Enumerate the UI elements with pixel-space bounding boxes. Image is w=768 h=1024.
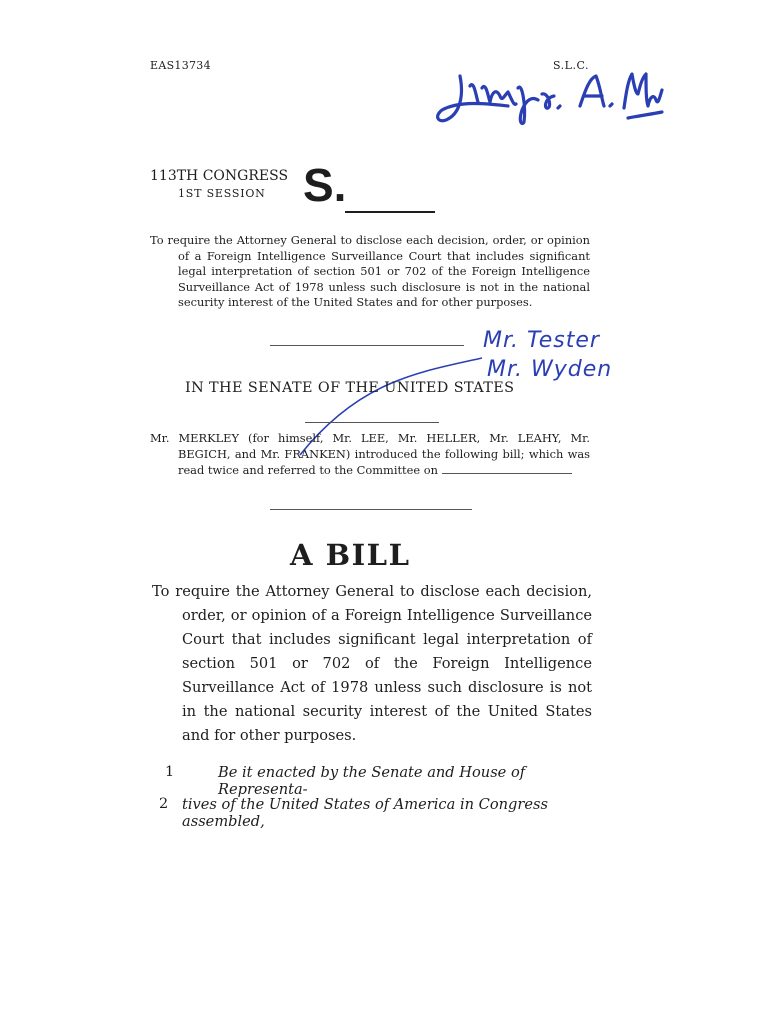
document-id: EAS13734 [150, 59, 211, 72]
handwritten-cosponsor: Mr. Wyden [487, 357, 613, 382]
signature-text: Jeffrey A. Merkley [430, 66, 440, 67]
session: 1ST SESSION [178, 187, 266, 200]
congress-number: 113TH CONGRESS [150, 168, 289, 184]
introduction-text: Mr. MERKLEY (for himself, Mr. LEE, Mr. HELLER, Mr. LEAHY, Mr. BEGICH, and Mr. FRANKEN) introduced the following bill; which was read twice and referred to the Committee on [150, 431, 590, 477]
short-title: To require the Attorney General to disclose each decision, order, or opinion of a Foreign Intelligence Surveillance Court that includes significant legal interpretation of section 501 or 702 of the Foreign Intelligence Surveillance Act of 1978 unless such disclosure is not in the national security interest of the United States and for other purposes. [150, 233, 590, 309]
congress-session [150, 168, 288, 202]
divider-rule [270, 345, 464, 346]
committee-blank [442, 473, 572, 474]
line-number: 2 [159, 796, 169, 812]
bill-prefix: S. [303, 159, 347, 211]
in-senate-heading: IN THE SENATE OF THE UNITED STATES [185, 380, 515, 396]
signature [430, 66, 665, 128]
divider-rule [305, 422, 439, 423]
enacting-clause-line: Be it enacted by the Senate and House of Representa- [218, 764, 526, 798]
enacting-clause-line: tives of the United States of America in Congress assembled, [182, 796, 548, 830]
divider-rule [270, 509, 472, 510]
line-number: 1 [165, 764, 175, 780]
long-title: To require the Attorney General to disclose each decision, order, or opinion of a Foreign Intelligence Surveillance Court that includes significant legal interpretation of section 501 or 702 of the Foreign Intelligence Surveillance Act of 1978 unless such disclosure is not in the national security interest of the United States and for other purposes. [152, 583, 592, 744]
introduction-paragraph [150, 430, 590, 478]
slc-label: S.L.C. [553, 59, 589, 72]
handwritten-cosponsor: Mr. Tester [483, 328, 600, 353]
a-bill-heading: A BILL [290, 538, 411, 572]
bill-number-blank [345, 211, 435, 213]
